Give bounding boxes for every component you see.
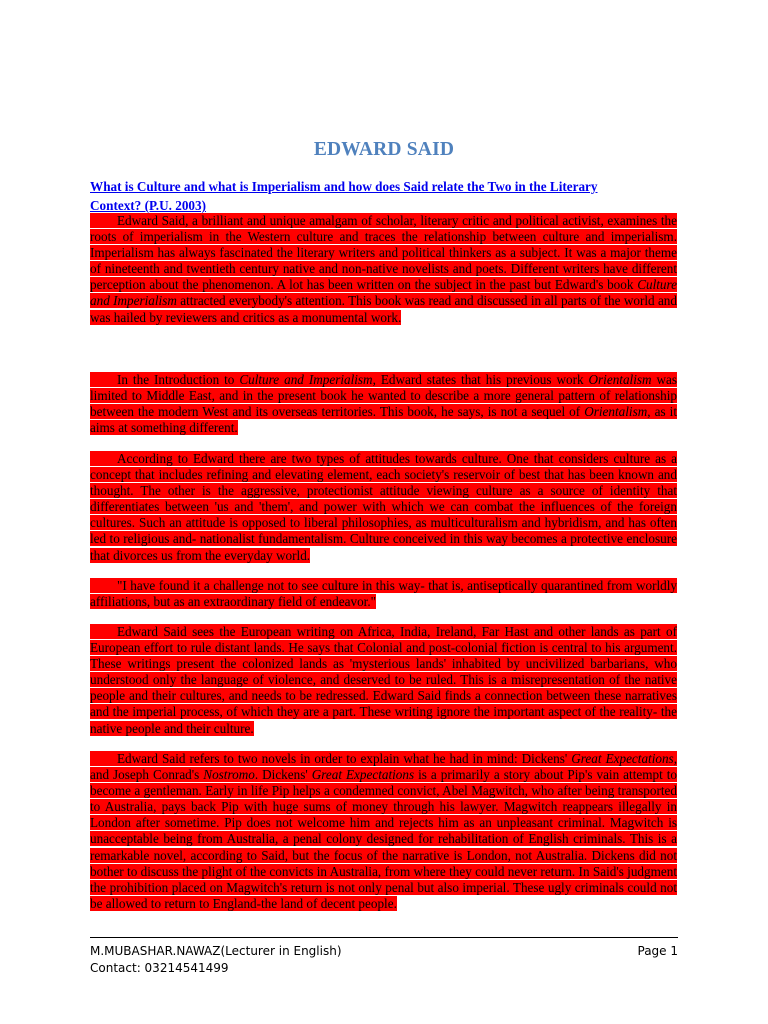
body-text: According to Edward there are two types of attitudes towards culture. One that considers culture as a concept that includes refining and elevating element, each society's reservoir of best that has been known and thought. The other is the aggressive, protectionist attitude viewing culture as a source of identity that differentiates between 'us and 'them', and power with which we can combat the influences of the foreign cultures. Such an attitude is opposed to liberal philosophies, as multiculturalism and hybridism, and has often led to religious and- nationalist fundamentalism. Culture conceived in this way becomes a protective enclosure that divorces us from the everyday world. [90,451,677,563]
page-title: EDWARD SAID [313,139,455,160]
highlighted-text [90,624,677,736]
italic-title-text: Great Expectations [571,751,674,766]
paragraph-1 [90,213,677,326]
highlighted-text [90,751,677,911]
italic-title-text: Culture and Imperialism [90,277,677,309]
italic-title-text: Nostromo [203,767,255,783]
italic-title-text: Great Expectations [311,767,415,783]
body-text: . Dickens' [254,767,312,783]
italic-title-text: Culture and Imperialism [239,372,373,387]
body-text: Edward Said sees the European writing on Africa, India, Ireland, Far Hast and other lands as part of European effort to rule distant lands. He says that Colonial and post-colonial fiction is central to his argument. These writings present the colonized lands as 'mysterious lands' inhabited by uncivilized barbarians, who understood only the language of violence, and deserved to be ruled. This is a misrepresentation of the native people and their cultures, and needs to be redressed. Edward Said finds a connection between these narratives and the imperial process, of which they are a part. These writing ignore the important aspect of the reality- the native people and their culture. [90,624,677,736]
body-text: In the Introduction to [117,372,240,387]
highlighted-text [90,372,677,435]
highlighted-text [90,213,677,325]
body-text: attracted everybody's attention. This book was read and discussed in all parts of the world and was hailed by reviewers and critics as a monumental work. [90,293,677,325]
highlighted-text [90,451,677,563]
footer-divider [90,937,678,938]
italic-title-text: Orientalism [588,372,652,387]
italic-title-text: Orientalism [584,404,648,420]
footer-contact: Contact: 03214541499 [90,961,229,975]
question-heading[interactable]: What is Culture and what is Imperialism and how does Said relate the Two in the Literary Context? (P.U. 2003) [90,179,598,213]
footer-page-number: Page 1 [637,944,678,958]
paragraph-3 [90,451,677,564]
body-text: , Edward states that his previous work [372,372,589,387]
body-text: "I have found it a challenge not to see culture in this way- that is, antiseptically quarantined from worldly affiliations, but as an extraordinary field of endeavor." [90,578,677,610]
body-text: , and Joseph Conrad's [90,751,677,783]
body-text: is a primarily a story about Pip's vain attempt to become a gentleman. Early in life Pip helps a condemned convict, Abel Magwitch, who after being transported to Australia, pays back Pip with huge sums of money through his lawyer. Magwitch reappears illegally in London after sometime. Pip does not welcome him and rejects him as an unpleasant criminal. Magwitch is unacceptable being from Australia, a penal colony designed for rehabilitation of English criminals. This is a remarkable novel, according to Said, but the focus of the narrative is London, not Australia. Dickens did not bother to discuss the plight of the convicts in Australia, from where they could never return. In Said's judgment the prohibition placed on Magwitch's return is not only penal but also imperial. These ugly criminals could not be allowed to return to England-the land of decent people. [90,767,677,911]
body-text: Edward Said refers to two novels in order to explain what he had in mind: Dickens' [117,751,572,766]
paragraph-5 [90,624,677,737]
paragraph-4 [90,578,677,610]
body-text: was limited to Middle East, and in the present book he wanted to describe a more general pattern of relationship between the modern West and its overseas territories. This book, he says, is not a sequel of [90,372,678,420]
paragraph-2 [90,372,677,436]
highlighted-text [90,578,677,609]
body-text: Edward Said, a brilliant and unique amalgam of scholar, literary critic and political activist, examines the roots of imperialism in the Western culture and traces the relationship between culture and imperialism. Imperialism has always fascinated the literary writers and political thinkers as a subject. It was a major theme of nineteenth and twentieth century native and non-native novelists and poets. Different writers have different perception about the phenomenon. A lot has been written on the subject in the past but Edward's book [90,213,677,293]
paragraph-6 [90,751,677,912]
body-text: , as it aims at something different. [90,404,677,436]
footer-author-block [90,943,342,977]
footer-author: M.MUBASHAR.NAWAZ(Lecturer in English) [90,944,342,958]
